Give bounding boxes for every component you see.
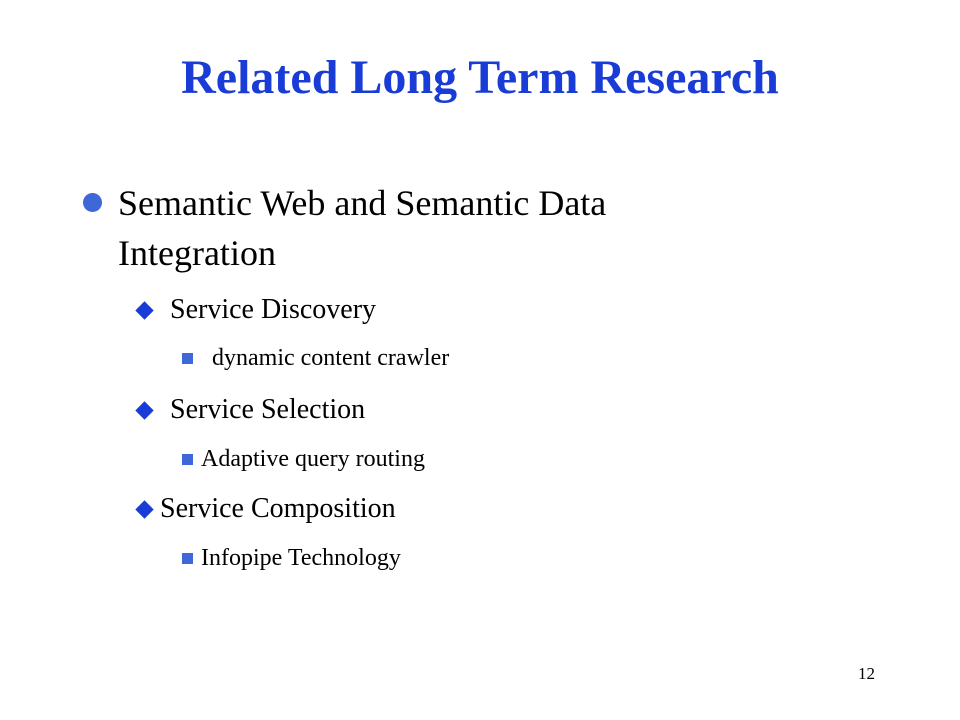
bullet-service-discovery: Service Discovery [170,294,377,325]
bullet-service-composition: Service Composition [160,493,396,524]
bullet-adaptive-query-routing: Adaptive query routing [201,446,425,472]
bullet-dot-icon [83,193,102,212]
page-number: 12 [858,664,875,683]
bullet-square-icon [182,353,193,364]
bullet-diamond-icon [135,301,153,319]
bullet-diamond-icon [135,500,153,518]
bullet-square-icon [182,553,193,564]
bullet-square-icon [182,454,193,465]
bullet-dynamic-content-crawler: dynamic content crawler [212,345,450,371]
bullet-diamond-icon [135,401,153,419]
bullet-semantic-web: Semantic Web and Semantic Data Integration [118,183,607,273]
slide-title: Related Long Term Research [181,51,779,104]
bullet-infopipe-technology: Infopipe Technology [201,545,401,571]
bullet-service-selection: Service Selection [170,394,366,425]
